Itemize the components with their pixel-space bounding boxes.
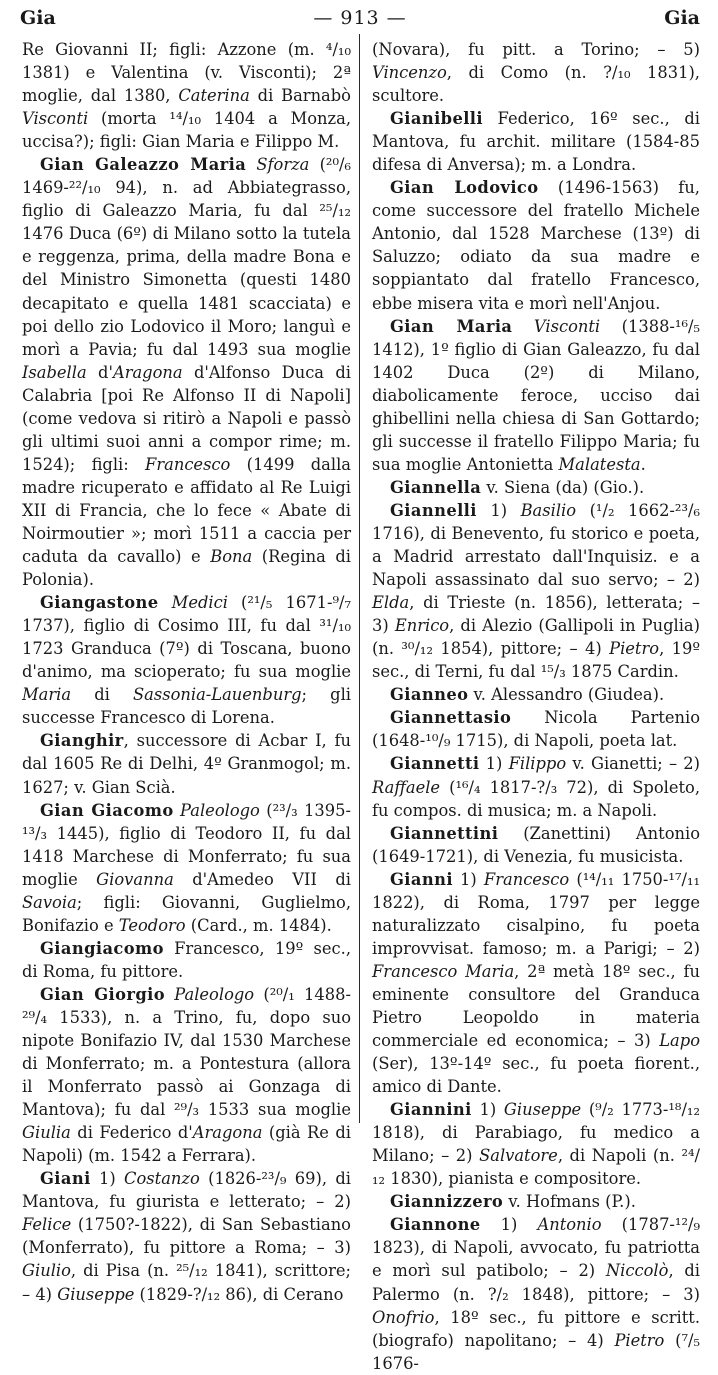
italic-text: Giulio xyxy=(22,1261,71,1281)
entry-text: , di Palermo (n. ?/₂ 1848), pittore; – 3) xyxy=(372,1261,701,1304)
entry-text: Re Giovanni II; figli: Azzone (m. ⁴/₁₀ 1381) e Valentina (v. Visconti); 2ª moglie, dal 1380, xyxy=(22,40,351,106)
entry-text xyxy=(246,155,256,174)
italic-text: Enrico xyxy=(394,616,450,636)
italic-text: Paleologo xyxy=(174,984,255,1004)
entry-text: (Zanettini) Antonio (1649-1721), di Venezia, fu musicista. xyxy=(372,823,700,866)
entry-text: 1) xyxy=(471,1100,504,1120)
entry-headword: Giangiacomo xyxy=(40,938,164,958)
entry-text: , di Napoli (n. ²⁴/₁₂ 1830), pianista e compositore. xyxy=(372,1146,700,1189)
italic-text: Niccolò xyxy=(605,1261,669,1281)
italic-text: Giulia xyxy=(22,1123,71,1143)
entry-headword: Gianibelli xyxy=(390,109,483,129)
entry-headword: Gianni xyxy=(390,869,453,889)
italic-text: Pietro xyxy=(609,639,660,659)
continued-entry xyxy=(22,38,351,153)
dictionary-entry xyxy=(372,107,700,176)
italic-text: Salvatore xyxy=(479,1146,558,1166)
dictionary-entry xyxy=(372,1213,700,1374)
italic-text: Giovanna xyxy=(96,869,174,889)
entry-text: 1) xyxy=(90,1169,125,1189)
entry-headword: Giannizzero xyxy=(390,1192,504,1212)
entry-text: v. Hofmans (P.). xyxy=(503,1192,636,1212)
entry-text xyxy=(159,593,172,612)
entry-headword: Gian Maria xyxy=(390,316,513,336)
entry-headword: Giannone xyxy=(390,1215,481,1235)
entry-text: v. Gianetti; – 2) xyxy=(566,754,700,774)
entry-text: di Barnabò xyxy=(249,86,351,106)
entry-headword: Gian Giacomo xyxy=(40,800,174,820)
dictionary-entry xyxy=(372,752,700,821)
entry-headword: Giannetti xyxy=(390,754,480,774)
entry-text: , 19º sec., di Terni, fu dal ¹⁵/₃ 1875 Cardin. xyxy=(372,639,700,682)
italic-text: Raffaele xyxy=(372,777,441,797)
entry-text: Nicola Partenio (1648-¹⁰/₉ 1715), di Napoli, poeta lat. xyxy=(372,708,700,751)
entry-text: (²³/₃ 1395-¹³/₃ 1445), figlio di Teodoro II, fu dal 1418 Marchese di Monferrato; fu sua moglie xyxy=(22,800,351,889)
entry-headword: Gian Giorgio xyxy=(40,984,165,1004)
entry-text: 1) xyxy=(452,869,484,889)
dictionary-entry xyxy=(372,176,700,314)
entry-text: Francesco, 19º sec., di Roma, fu pittore. xyxy=(22,938,351,981)
entry-text: di xyxy=(71,685,134,705)
continued-entry xyxy=(372,38,700,107)
left-column xyxy=(22,38,352,1304)
italic-text: Giuseppe xyxy=(57,1284,135,1304)
italic-text: Aragona xyxy=(192,1123,263,1143)
entry-text: d'Alfonso Duca di Calabria [poi Re Alfonso II di Napoli] (come vedova si ritirò a Napoli e passò gli ultimi suoi anni a compor rime; m. 1524); figli: xyxy=(22,362,352,474)
entry-headword: Gianneo xyxy=(390,685,469,705)
dictionary-entry xyxy=(22,983,351,1167)
italic-text: Francesco xyxy=(145,454,231,474)
dictionary-entry xyxy=(22,729,351,798)
entry-text: 1) xyxy=(479,754,509,774)
entry-text: (²¹/₅ 1671-⁹/₇ 1737), figlio di Cosimo III, fu dal ³¹/₁₀ 1723 Granduca (7º) di Toscana, buono d'animo, ma scioperato; fu sua moglie xyxy=(22,593,351,682)
entry-text: (1787-¹²/₉ 1823), di Napoli, avvocato, fu patriotta e morì sul patibolo; – 2) xyxy=(372,1215,701,1281)
dictionary-entry xyxy=(372,683,700,706)
entry-text xyxy=(512,317,534,336)
entry-headword: Giani xyxy=(40,1169,91,1189)
dictionary-entry xyxy=(372,1190,700,1213)
entry-headword: Giannini xyxy=(390,1100,472,1120)
entry-text: (1499 dalla madre ricuperato e affidato al Re Luigi XII di Francia, che lo fece « Abate di Noirmoutier »; morì 1511 a caccia per caduta da cavallo) e xyxy=(22,454,351,567)
entry-headword: Giannettasio xyxy=(390,708,512,728)
entry-text: ; figli: Giovanni, Guglielmo, Bonifazio e xyxy=(22,892,351,935)
entry-headword: Giannella xyxy=(390,477,482,497)
italic-text: Basilio xyxy=(520,500,577,520)
italic-text: Teodoro xyxy=(118,915,186,935)
dictionary-entry xyxy=(22,937,351,983)
entry-text: (Novara), fu pitt. a Torino; – 5) xyxy=(372,40,700,59)
header-left-guideword: Gia xyxy=(20,7,56,29)
entry-headword: Gian Galeazzo Maria xyxy=(40,155,247,175)
italic-text: Pietro xyxy=(614,1330,665,1350)
italic-text: Visconti xyxy=(22,109,89,129)
entry-text: , 2ª metà 18º sec., fu eminente consultore del Granduca Pietro Leopoldo in materia commerciale ed economica; – 3) xyxy=(372,961,700,1051)
italic-text: Costanzo xyxy=(124,1169,200,1189)
italic-text: Elda xyxy=(372,593,410,613)
dictionary-entry xyxy=(22,1167,351,1305)
dictionary-entry xyxy=(372,499,700,683)
entry-text: , di Pisa (n. ²⁵/₁₂ 1841), scrittore; – 4) xyxy=(22,1261,351,1304)
italic-text: Francesco xyxy=(483,869,570,889)
entry-text: ; gli successe Francesco di Lorena. xyxy=(22,685,352,728)
italic-text: Maria xyxy=(22,685,72,705)
italic-text: Caterina xyxy=(178,86,250,106)
entry-text: Federico, 16º sec., di Mantova, fu archit. militare (1584-85 difesa di Anversa); m. a Londra. xyxy=(372,109,700,175)
italic-text: Onofrio xyxy=(372,1307,435,1327)
dictionary-entry xyxy=(372,868,700,1098)
page-number: — 913 — xyxy=(313,7,407,29)
entry-text: , 18º sec., fu pittore e scritt. (biografo) napolitano; – 4) xyxy=(372,1307,700,1350)
entry-text: (1496-1563) fu, come successore del fratello Michele Antonio, dal 1528 Marchese (13º) di Saluzzo; odiato da sua madre e soppiantato dal fratello Francesco, ebbe misera vita e morì nell'Anjou. xyxy=(372,178,700,313)
entry-text: (Card., m. 1484). xyxy=(185,915,332,935)
entry-text: (¹⁴/₁₁ 1750-¹⁷/₁₁ 1822), di Roma, 1797 per legge naturalizzato cisalpino, fu poeta improvvisat. famoso; m. a Parigi; – 2) xyxy=(372,869,701,958)
entry-text: (⁹/₂ 1773-¹⁸/₁₂ 1818), di Parabiago, fu medico a Milano; – 2) xyxy=(372,1100,700,1166)
entry-text: (1750?-1822), di San Sebastiano (Monferrato), fu pittore a Roma; – 3) xyxy=(22,1215,351,1258)
italic-text: Vincenzo xyxy=(372,63,447,83)
entry-text: 1) xyxy=(480,1215,538,1235)
entry-text: d' xyxy=(86,362,113,382)
entry-text: di Federico d' xyxy=(70,1123,193,1143)
entry-text: , di Alezio (Gallipoli in Puglia) (n. ³⁰/₁₂ 1854), pittore; – 4) xyxy=(372,616,700,659)
entry-text: (1388-¹⁶/₅ 1412), 1º figlio di Gian Galeazzo, fu dal 1402 Duca (2º) di Milano, diabolicamente feroce, ucciso dai ghibellini nella chiesa di San Gottardo; gli successe il fratello Filippo Maria; fu sua moglie Antonietta xyxy=(372,316,701,474)
entry-headword: Gianghir xyxy=(40,731,124,751)
entry-text: (²⁰/₁ 1488-²⁹/₄ 1533), n. a Trino, fu, dopo suo nipote Bonifazio IV, dal 1530 Marchese di Monferrato; m. a Pontestura (allora il Monferrato passò ai Gonzaga di Mantova); fu dal ²⁹/₃ 1533 sua moglie xyxy=(22,984,351,1120)
entry-headword: Giannelli xyxy=(390,500,477,520)
entry-text: (¹/₂ 1662-²³/₆ 1716), di Benevento, fu storico e poeta, a Madrid arrestato dall'Inquisiz. e a Napoli assassinato dal suo servo; – 2) xyxy=(372,500,700,590)
running-header xyxy=(20,4,700,32)
entry-text: , di Trieste (n. 1856), letterata; – 3) xyxy=(372,593,700,636)
dictionary-entry xyxy=(372,1098,700,1190)
italic-text: Aragona xyxy=(112,362,183,382)
entry-text: (²⁰/₆ 1469-²²/₁₀ 94), n. ad Abbiategrasso, figlio di Galeazzo Maria, fu dal ²⁵/₁₂ 1476 Duca (6º) di Milano sotto la tutela e reggenza, prima, della madre Bona e del Ministro Simonetta (questi 1480 decapitato e quella 1481 scacciata) e poi dello zio Lodovico il Moro; languì e morì a Pavia; fu dal 1493 sua moglie xyxy=(22,155,351,359)
entry-text: (morta ¹⁴/₁₀ 1404 a Monza, uccisa?); figli: Gian Maria e Filippo M. xyxy=(22,109,351,152)
entry-headword: Gian Lodovico xyxy=(390,178,539,198)
italic-text: Sassonia-Lauenburg xyxy=(133,685,302,705)
entry-text: (1826-²³/₉ 69), di Mantova, fu giurista e letterato; – 2) xyxy=(22,1169,351,1212)
dictionary-entry xyxy=(372,315,700,476)
right-column xyxy=(372,38,701,1373)
entry-headword: Giangastone xyxy=(40,593,159,613)
entry-text: (¹⁶/₄ 1817-?/₃ 72), di Spoleto, fu compos. di musica; m. a Napoli. xyxy=(372,777,700,820)
dictionary-entry xyxy=(22,799,351,937)
dictionary-entry xyxy=(372,822,700,868)
entry-text: (Regina di Polonia). xyxy=(22,547,351,590)
dictionary-entry xyxy=(372,476,700,499)
italic-text: Medici xyxy=(171,593,228,613)
header-right-guideword: Gia xyxy=(664,7,700,29)
italic-text: Antonio xyxy=(537,1215,602,1235)
entry-text: v. Siena (da) (Gio.). xyxy=(481,477,645,497)
entry-headword: Giannettini xyxy=(390,823,499,843)
italic-text: Isabella xyxy=(22,362,87,382)
italic-text: Felice xyxy=(22,1215,72,1235)
entry-text: . xyxy=(640,454,646,474)
entry-text xyxy=(165,985,174,1004)
entry-text: v. Alessandro (Giudea). xyxy=(468,685,665,705)
entry-text: , successore di Acbar I, fu dal 1605 Re di Delhi, 4º Granmogol; m. 1627; v. Gian Scià. xyxy=(22,731,351,797)
italic-text: Lapo xyxy=(659,1031,700,1051)
italic-text: Bona xyxy=(210,547,253,567)
entry-text: , di Como (n. ?/₁₀ 1831), scultore. xyxy=(372,63,700,106)
dictionary-entry xyxy=(372,706,700,752)
dictionary-entry xyxy=(22,153,351,591)
entry-text: (⁷/₅ 1676- xyxy=(372,1330,700,1373)
italic-text: Savoia xyxy=(22,892,77,912)
italic-text: Francesco Maria xyxy=(372,961,515,981)
entry-text: (1829-?/₁₂ 86), di Cerano xyxy=(134,1284,344,1304)
entry-text: d'Amedeo VII di xyxy=(173,869,351,889)
italic-text: Giuseppe xyxy=(503,1100,582,1120)
entry-text: (Ser), 13º-14º sec., fu poeta fiorent., amico di Dante. xyxy=(372,1054,700,1097)
italic-text: Visconti xyxy=(533,316,601,336)
italic-text: Filippo xyxy=(508,754,567,774)
italic-text: Sforza xyxy=(256,155,310,175)
dictionary-entry xyxy=(22,591,351,729)
italic-text: Malatesta xyxy=(558,454,641,474)
italic-text: Paleologo xyxy=(180,800,260,820)
entry-text: 1) xyxy=(476,500,521,520)
entry-text: (già Re di Napoli) (m. 1542 a Ferrara). xyxy=(22,1123,351,1166)
column-divider xyxy=(359,34,360,1123)
